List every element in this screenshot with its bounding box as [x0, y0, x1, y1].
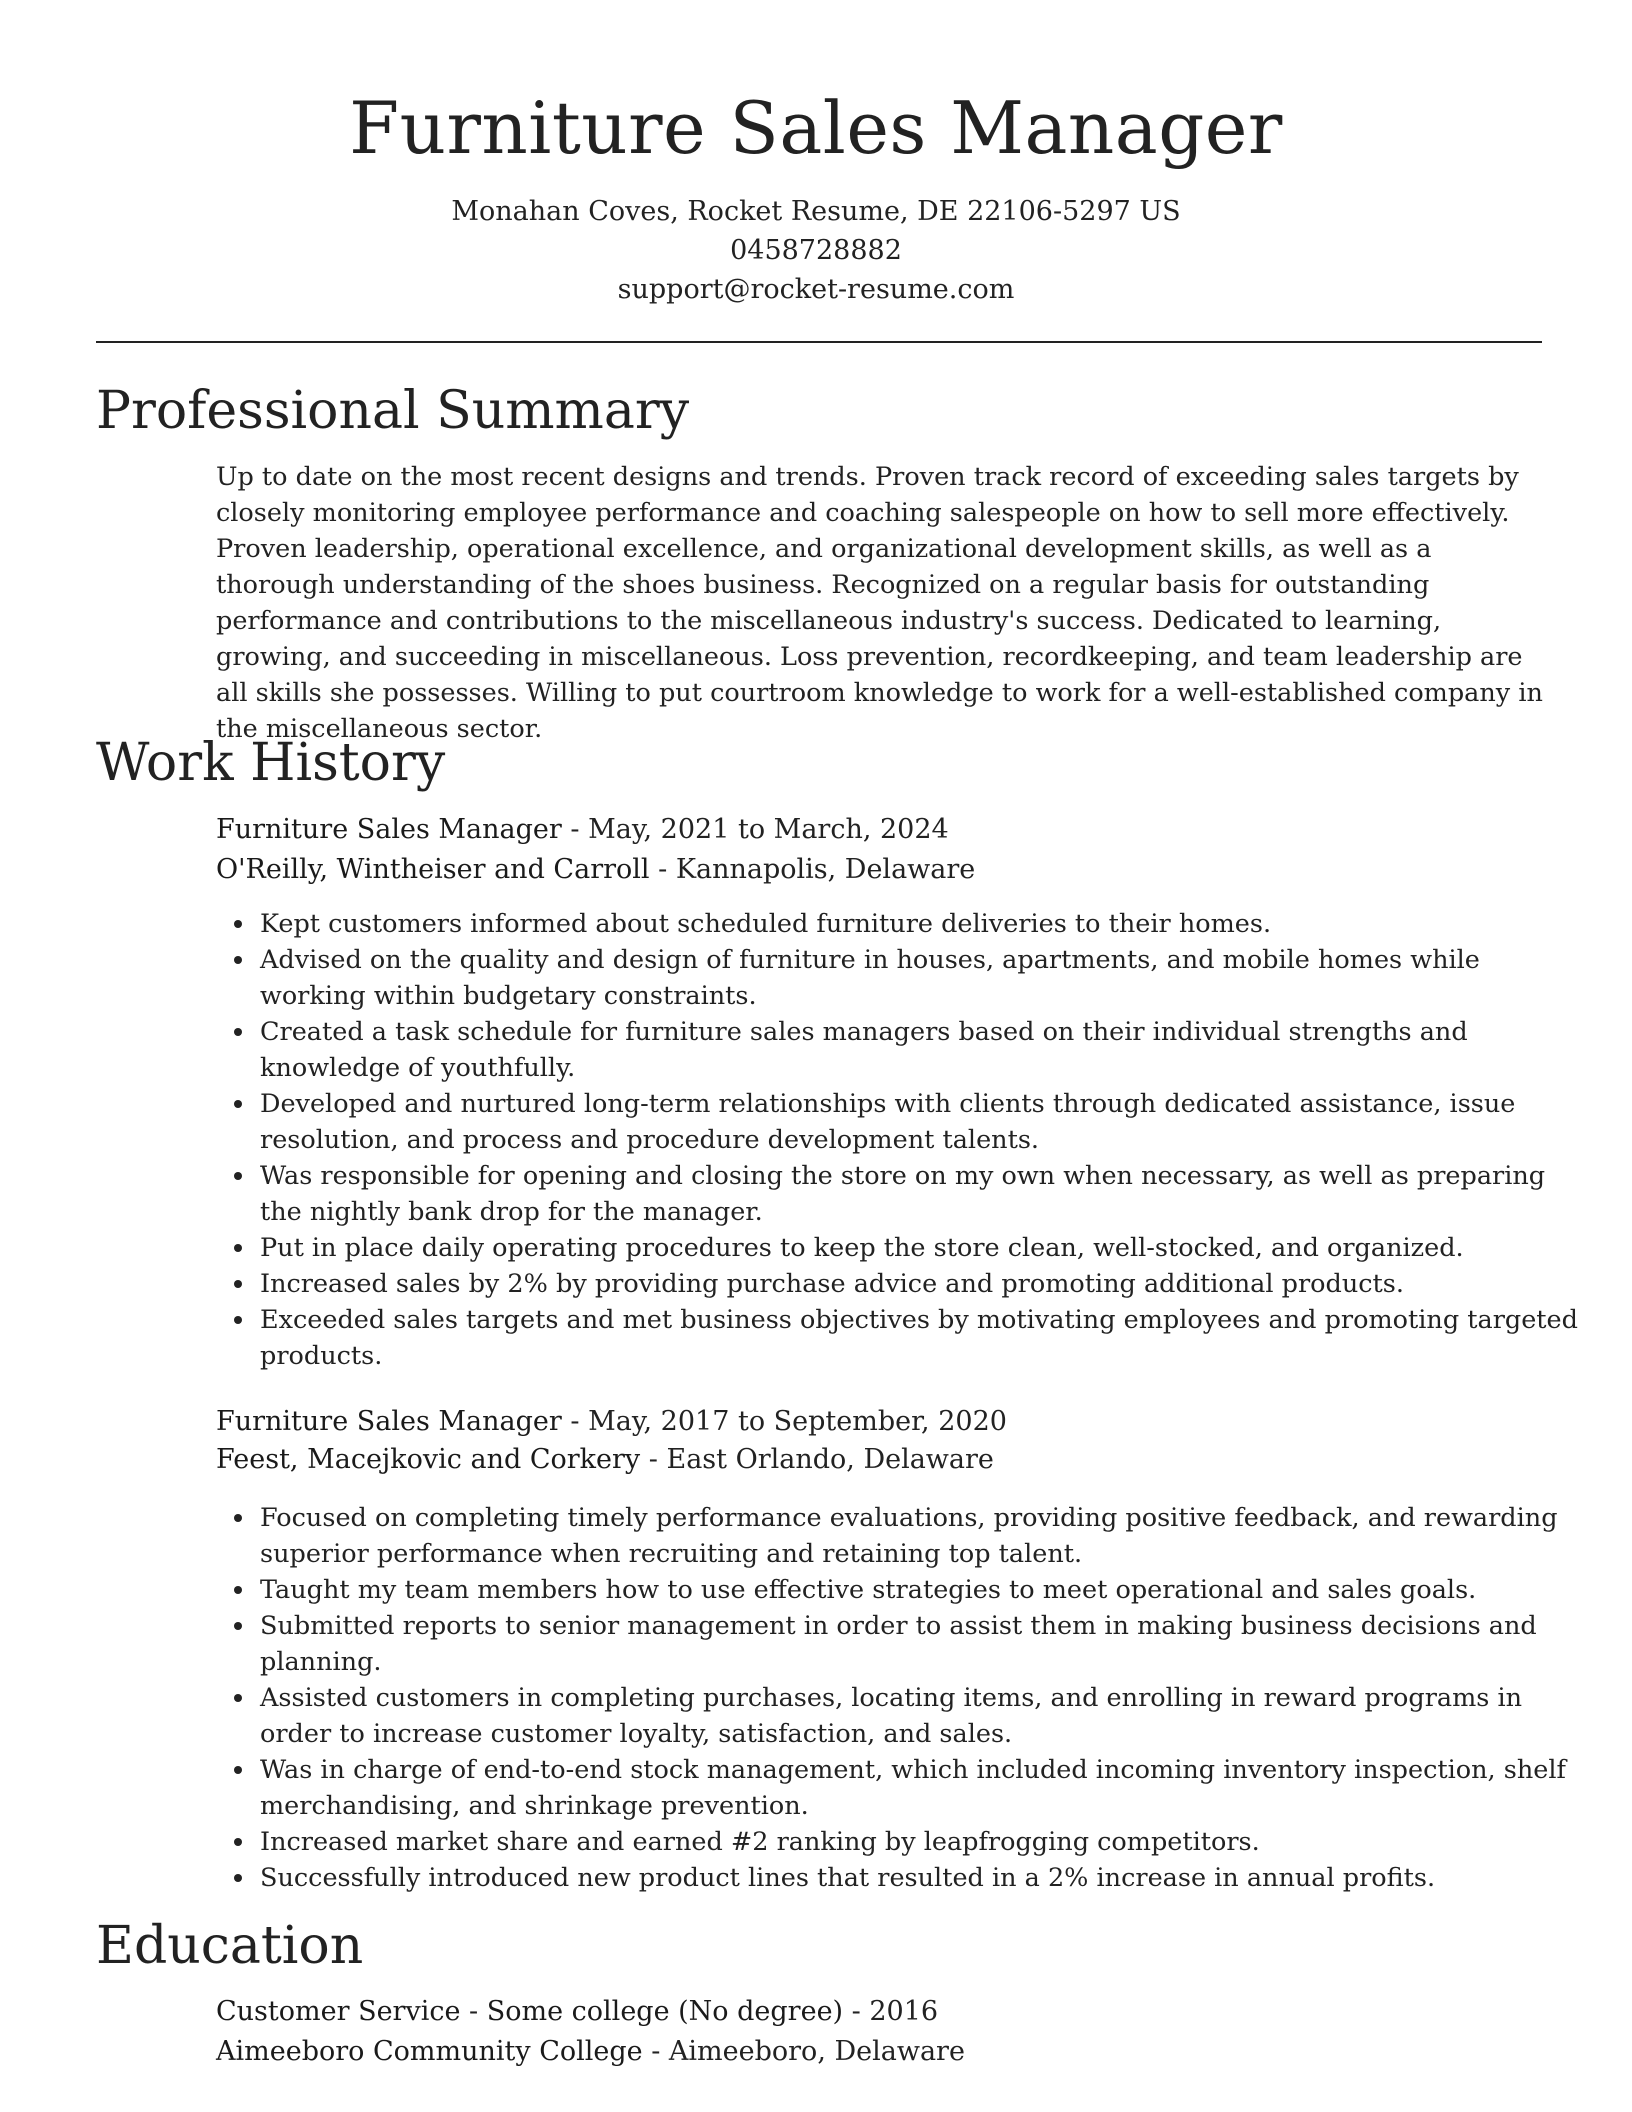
- job-1-separator: -: [561, 814, 589, 845]
- list-item: Assisted customers in completing purchases, locating items, and enrolling in reward programs in order to increase customer loyalty, satisfaction, and sales.: [260, 1680, 1590, 1752]
- education-separator-2: -: [843, 1996, 870, 2027]
- education-location: Aimeeboro, Delaware: [668, 2036, 965, 2067]
- job-2-title-line: [216, 1404, 1007, 1440]
- list-item: Kept customers informed about scheduled furniture deliveries to their homes.: [260, 906, 1590, 942]
- education-separator-3: -: [642, 2036, 669, 2067]
- job-2-bullets: [216, 1500, 1590, 1896]
- education-year: 2016: [869, 1996, 939, 2027]
- list-item: Successfully introduced new product lines that resulted in a 2% increase in annual profits.: [260, 1860, 1590, 1896]
- job-2-separator: -: [561, 1406, 589, 1437]
- list-item: Created a task schedule for furniture sales managers based on their individual strengths and knowledge of youthfully.: [260, 1014, 1590, 1086]
- list-item: Developed and nurtured long-term relationships with clients through dedicated assistance, issue resolution, and process and procedure development talents.: [260, 1086, 1590, 1158]
- contact-address: Monahan Coves, Rocket Resume, DE 22106-5297 US: [451, 196, 1181, 227]
- education-separator-1: -: [460, 1996, 487, 2027]
- list-item: Exceeded sales targets and met business objectives by motivating employees and promoting targeted products.: [260, 1302, 1590, 1374]
- education-degree-line: [216, 1994, 938, 2030]
- education-school-line: [216, 2034, 965, 2070]
- resume-header: [0, 84, 1632, 309]
- job-2-role: Furniture Sales Manager: [216, 1406, 562, 1437]
- job-1-company-line: [216, 852, 975, 888]
- job-2-company-line: [216, 1442, 994, 1478]
- job-1-company: O'Reilly, Wintheiser and Carroll: [216, 854, 650, 885]
- list-item: Advised on the quality and design of furniture in houses, apartments, and mobile homes while working within budgetary constraints.: [260, 942, 1590, 1014]
- list-item: Focused on completing timely performance evaluations, providing positive feedback, and rewarding superior performance when recruiting and retaining top talent.: [260, 1500, 1590, 1572]
- list-item: Submitted reports to senior management in order to assist them in making business decisions and planning.: [260, 1608, 1590, 1680]
- list-item: Was in charge of end-to-end stock management, which included incoming inventory inspection, shelf merchandising, and shrinkage prevention.: [260, 1752, 1590, 1824]
- candidate-name: Furniture Sales Manager: [349, 86, 1283, 170]
- list-item: Increased sales by 2% by providing purchase advice and promoting additional products.: [260, 1266, 1590, 1302]
- job-1-company-separator: -: [649, 854, 676, 885]
- education-degree: Some college (No degree): [486, 1996, 844, 2027]
- list-item: Put in place daily operating procedures to keep the store clean, well-stocked, and organized.: [260, 1230, 1590, 1266]
- header-divider: [96, 341, 1542, 343]
- section-title-work-history: Work History: [96, 733, 446, 793]
- education-field: Customer Service: [216, 1996, 461, 2027]
- list-item: Taught my team members how to use effective strategies to meet operational and sales goals.: [260, 1572, 1590, 1608]
- section-title-education: Education: [96, 1916, 364, 1976]
- job-1-bullets: [216, 906, 1590, 1374]
- list-item: Was responsible for opening and closing the store on my own when necessary, as well as preparing the nightly bank drop for the manager.: [260, 1158, 1590, 1230]
- job-2-company: Feest, Macejkovic and Corkery: [216, 1444, 641, 1475]
- job-1-dates: May, 2021 to March, 2024: [588, 814, 949, 845]
- education-school: Aimeeboro Community College: [216, 2036, 643, 2067]
- contact-phone: 0458728882: [730, 235, 902, 266]
- job-2-location: East Orlando, Delaware: [666, 1444, 994, 1475]
- contact-email[interactable]: support@rocket-resume.com: [617, 274, 1015, 305]
- summary-text: Up to date on the most recent designs and trends. Proven track record of exceeding sales targets by closely monitoring employee performance and coaching salespeople on how to sell more effectively. Proven leadership, operational excellence, and organizational development skills, as well as a thorough understanding of the shoes business. Recognized on a regular basis for outstanding performance and contributions to the miscellaneous industry's success. Dedicated to learning, growing, and succeeding in miscellaneous. Loss prevention, recordkeeping, and team leadership are all skills she possesses. Willing to put courtroom knowledge to work for a well-established company in the miscellaneous sector.: [216, 462, 1543, 744]
- job-1-role: Furniture Sales Manager: [216, 814, 562, 845]
- job-1-title-line: [216, 812, 949, 848]
- job-2-dates: May, 2017 to September, 2020: [588, 1406, 1007, 1437]
- job-2-company-separator: -: [640, 1444, 667, 1475]
- job-1-location: Kannapolis, Delaware: [675, 854, 976, 885]
- list-item: Increased market share and earned #2 ranking by leapfrogging competitors.: [260, 1824, 1590, 1860]
- section-title-summary: Professional Summary: [96, 381, 690, 441]
